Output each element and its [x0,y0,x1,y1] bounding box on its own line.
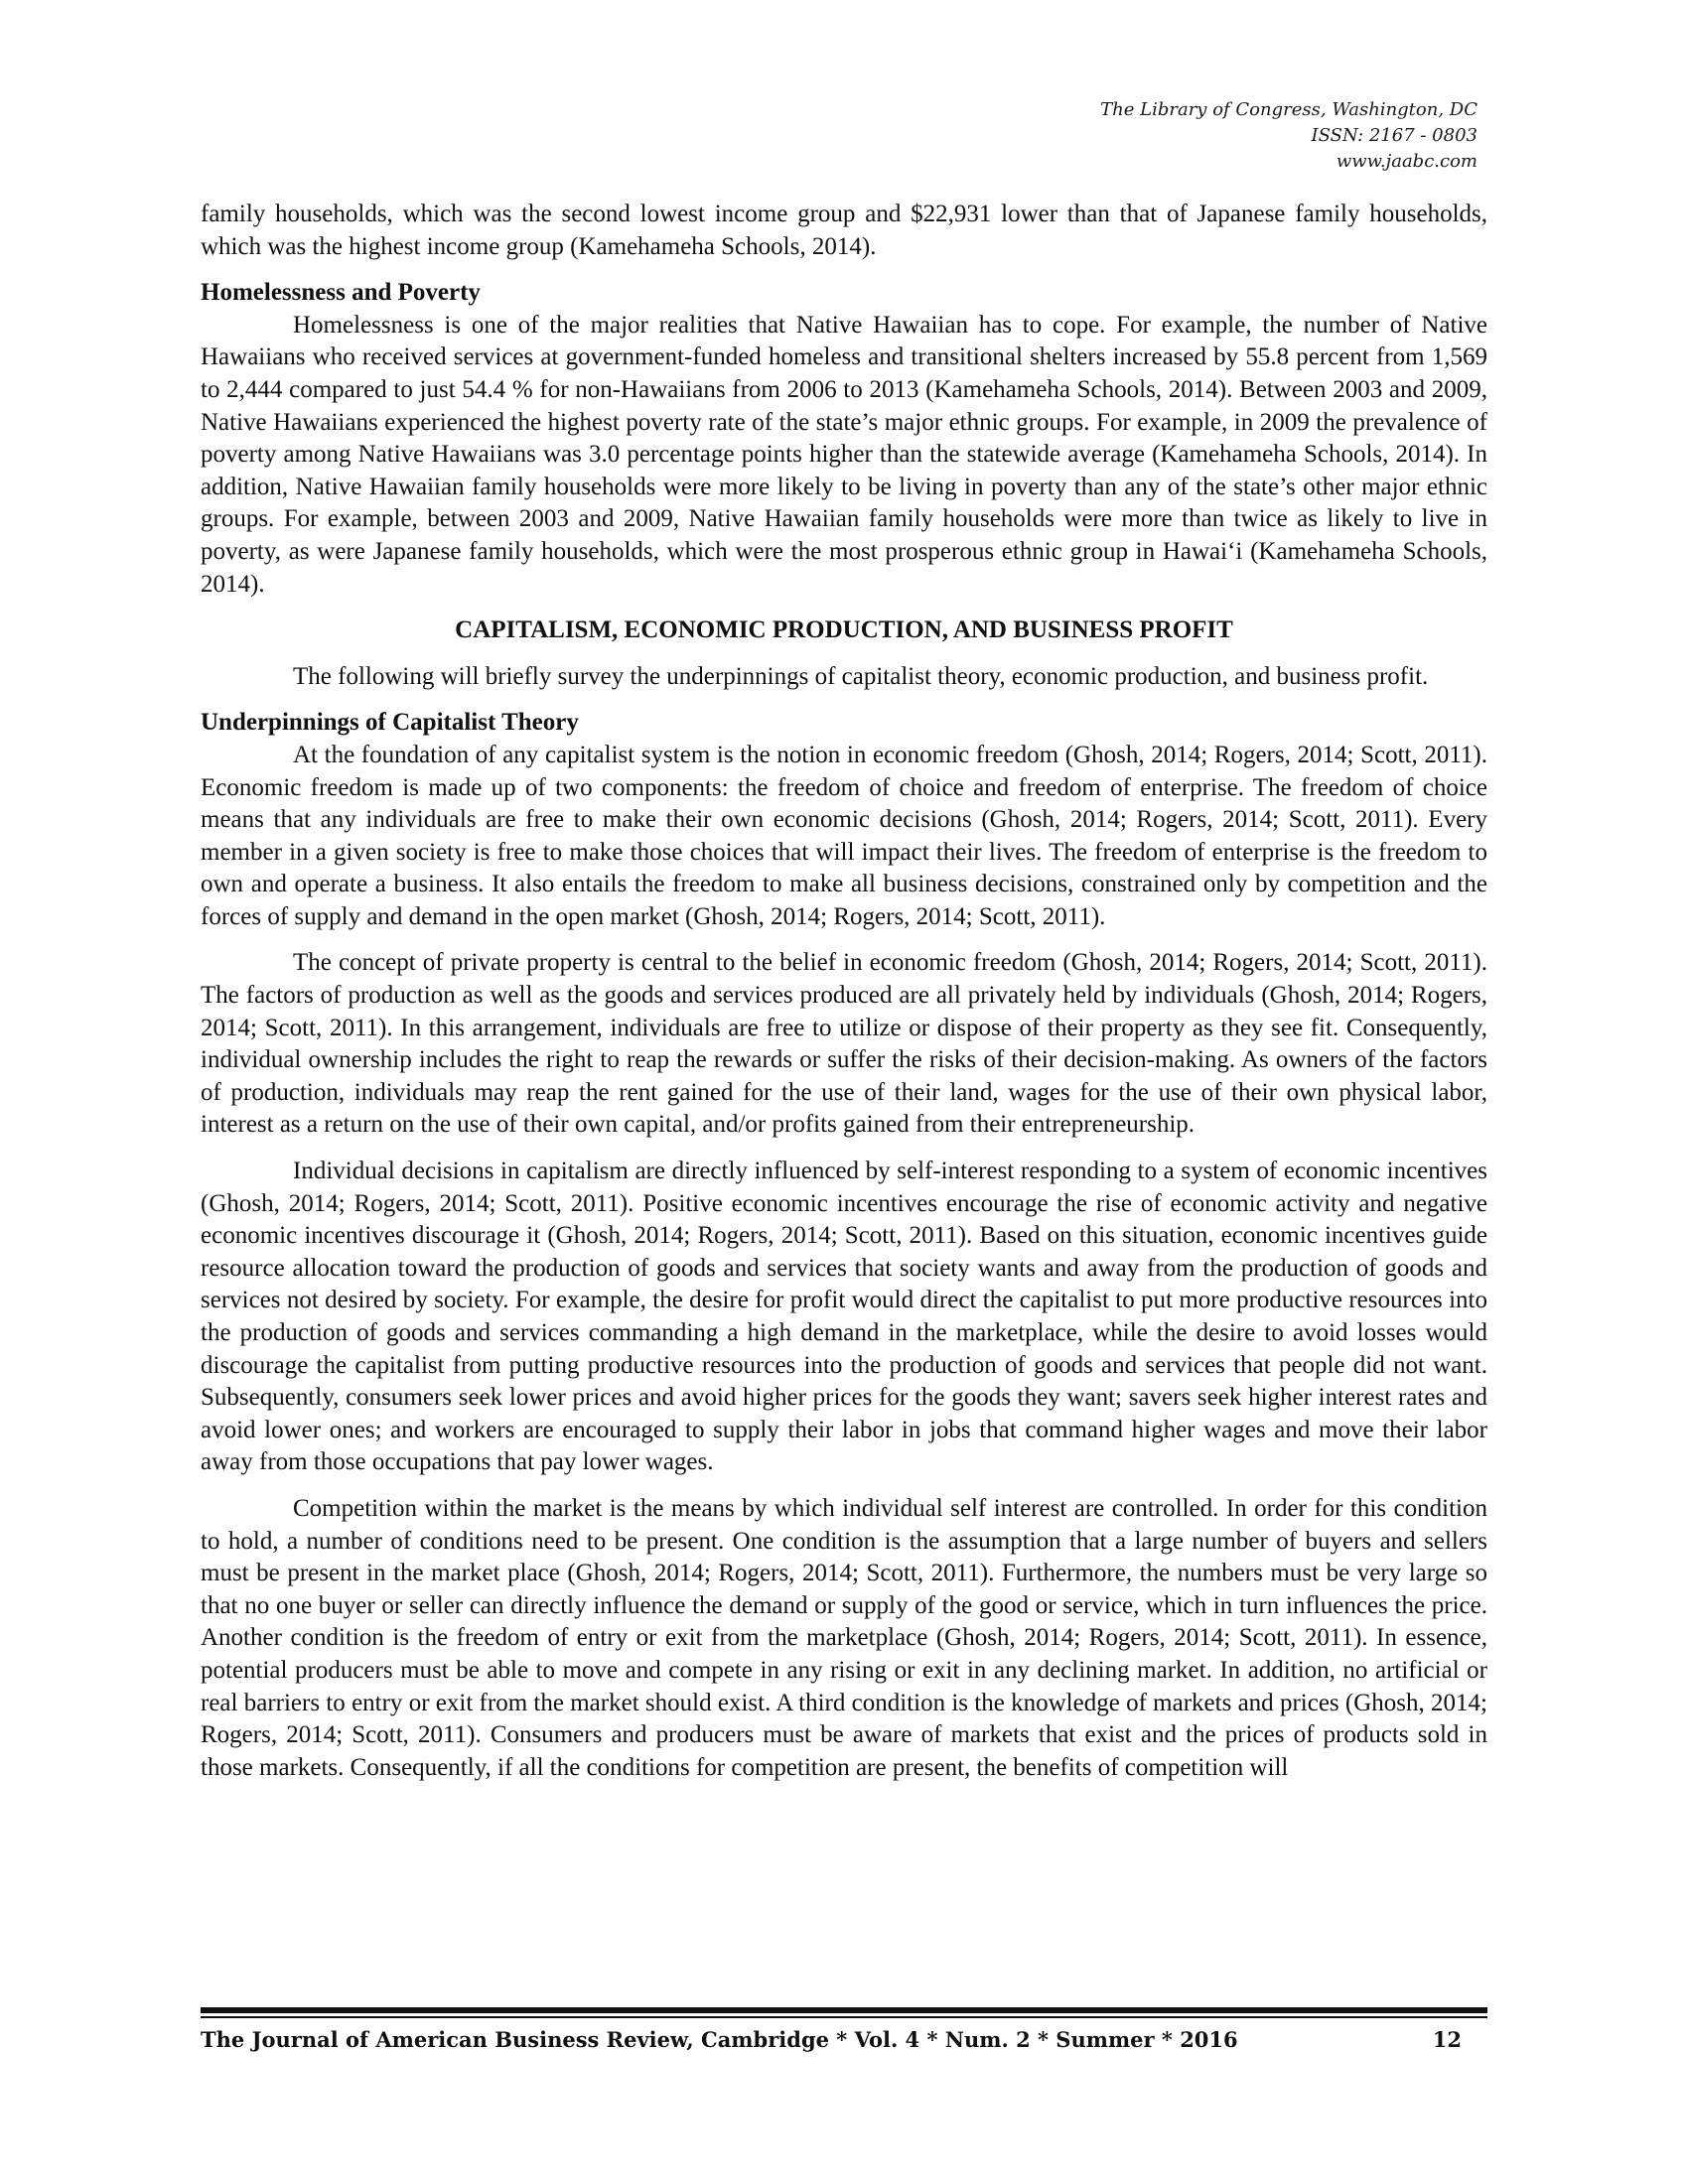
header-issn: ISSN: 2167 - 0803 [1311,125,1477,146]
paragraph-economic-freedom: At the foundation of any capitalist system is the notion in economic freedom (Ghosh, 2014; Rogers, 2014; Scott, 2011). Economic freedom is made up of two components: the freedom of choice and freedom of enterprise. The freedom of choice means that any individuals are free to make their own economic decisions (Ghosh, 2014; Rogers, 2014; Scott, 2011). Every member in a given society is free to make those choices that will impact their lives. The freedom of enterprise is the freedom to own and operate a business. It also entails the freedom to make all business decisions, constrained only by competition and the forces of supply and demand in the open market (Ghosh, 2014; Rogers, 2014; Scott, 2011). [201,741,1487,930]
header-publisher: The Library of Congress, Washington, DC [1100,99,1477,120]
footer-journal: The Journal of American Business Review, Cambridge * Vol. 4 * Num. 2 * Summer * 2016 [201,2027,1238,2052]
subheading-homelessness: Homelessness and Poverty [201,279,481,307]
paragraph-private-property: The concept of private property is central to the belief in economic freedom (Ghosh, 2014; Rogers, 2014; Scott, 2011). The factors of production as well as the goods and services produced are all privately held by individuals (Ghosh, 2014; Rogers, 2014; Scott, 2011). In this arrangement, individuals are free to utilize or dispose of their property as they see fit. Consequently, individual ownership includes the right to reap the rewards or suffer the risks of their decision-making. As owners of the factors of production, individuals may reap the rent gained for the use of their land, wages for the use of their own physical labor, interest as a return on the use of their own capital, and/or profits gained from their entrepreneurship. [201,949,1487,1139]
paragraph-survey-intro: The following will briefly survey the underpinnings of capitalist theory, economic production, and business profit. [293,662,1429,690]
header-website: www.jaabc.com [1336,151,1477,172]
footer-rule-thick [201,2007,1487,2013]
section-heading: CAPITALISM, ECONOMIC PRODUCTION, AND BUSINESS PROFIT [455,616,1233,644]
paragraph-continued: family households, which was the second lowest income group and $22,931 lower than that of Japanese family households, which was the highest income group (Kamehameha Schools, 2014). [201,201,1487,260]
paragraph-homelessness: Homelessness is one of the major realities that Native Hawaiian has to cope. For example, the number of Native Hawaiians who received services at government-funded homeless and transitional shelters increased by 55.8 percent from 1,569 to 2,444 compared to just 54.4 % for non-Hawaiians from 2006 to 2013 (Kamehameha Schools, 2014). Between 2003 and 2009, Native Hawaiians experienced the highest poverty rate of the state’s major ethnic groups. For example, in 2009 the prevalence of poverty among Native Hawaiians was 3.0 percentage points higher than the statewide average (Kamehameha Schools, 2014). In addition, Native Hawaiian family households were more likely to be living in poverty than any of the state’s other major ethnic groups. For example, between 2003 and 2009, Native Hawaiian family households were more than twice as likely to live in poverty, as were Japanese family households, which were the most prosperous ethnic group in Hawai‘i (Kamehameha Schools, 2014). [201,311,1487,598]
running-header [1100,97,1477,175]
subheading-underpinnings: Underpinnings of Capitalist Theory [201,709,579,737]
paragraph-competition: Competition within the market is the means by which individual self interest are controlled. In order for this condition to hold, a number of conditions need to be present. One condition is the assumption that a large number of buyers and sellers must be present in the market place (Ghosh, 2014; Rogers, 2014; Scott, 2011). Furthermore, the numbers must be very large so that no one buyer or seller can directly influence the demand or supply of the good or service, which in turn influences the price. Another condition is the freedom of entry or exit from the marketplace (Ghosh, 2014; Rogers, 2014; Scott, 2011). In essence, potential producers must be able to move and compete in any rising or exit in any declining market. In addition, no artificial or real barriers to entry or exit from the market should exist. A third condition is the knowledge of markets and prices (Ghosh, 2014; Rogers, 2014; Scott, 2011). Consumers and producers must be aware of markets that exist and the prices of products sold in those markets. Consequently, if all the conditions for competition are present, the benefits of competition will [201,1494,1487,1781]
footer-rule-thin [201,2016,1487,2018]
paragraph-incentives: Individual decisions in capitalism are directly influenced by self-interest responding to a system of economic incentives (Ghosh, 2014; Rogers, 2014; Scott, 2011). Positive economic incentives encourage the rise of economic activity and negative economic incentives discourage it (Ghosh, 2014; Rogers, 2014; Scott, 2011). Based on this situation, economic incentives guide resource allocation toward the production of goods and services that society wants and away from the production of goods and services not desired by society. For example, the desire for profit would direct the capitalist to put more productive resources into the production of goods and services commanding a high demand in the marketplace, while the desire to avoid losses would discourage the capitalist from putting productive resources into the production of goods and services that people did not want. Subsequently, consumers seek lower prices and avoid higher prices for the goods they want; savers seek higher interest rates and avoid lower ones; and workers are encouraged to supply their labor in jobs that command higher wages and move their labor away from those occupations that pay lower wages. [201,1158,1487,1476]
page-number: 12 [1432,2027,1462,2052]
body-text [201,199,1487,1784]
